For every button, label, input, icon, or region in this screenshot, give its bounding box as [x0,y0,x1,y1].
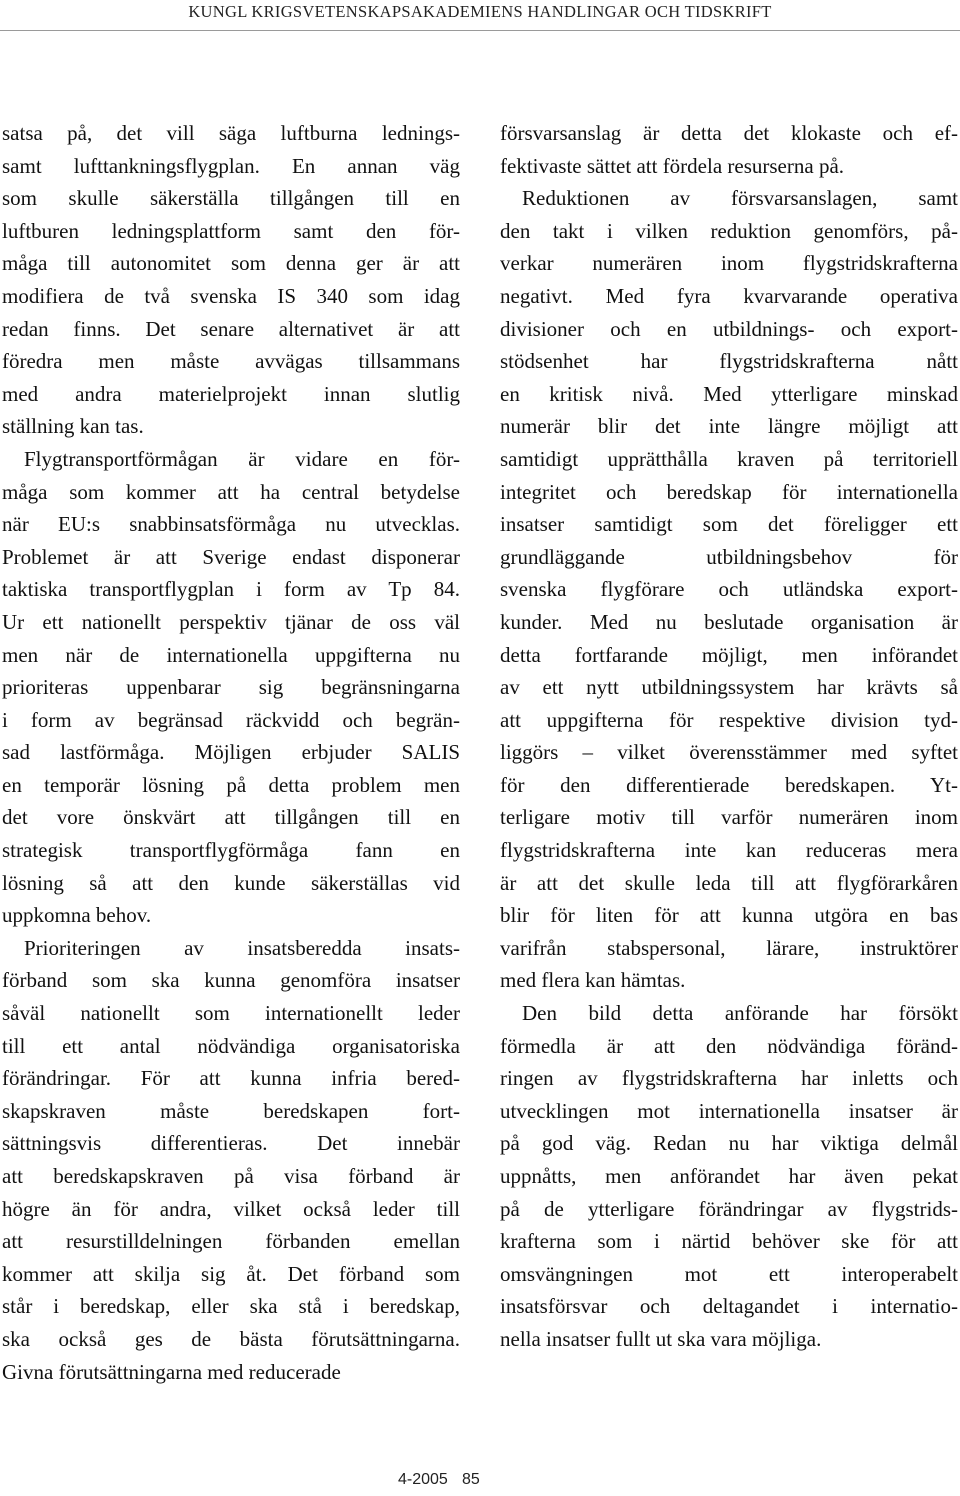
text-line: terligare motiv till varför numerären inom [500,805,958,830]
text-line: förmedla är att den nödvändiga föränd- [500,1033,958,1058]
text-line: måga till autonomitet som denna ger är att [2,251,460,276]
text-line: på de ytterligare förändringar av flygstrids- [500,1196,958,1221]
text-line: prioriteras uppenbarar sig begränsningarna [2,675,460,700]
text-line: integritet och beredskap för internationella [500,479,958,504]
text-line: såväl nationellt som internationellt leder [2,1001,460,1026]
text-line: ringen av flygstridskrafterna har inletts och [500,1066,958,1091]
text-line: Flygtransportförmågan är vidare en för- [24,446,460,471]
text-line: av ett nytt utbildningssystem har krävts så [500,675,958,700]
text-line: satsa på, det vill säga luftburna lednings- [2,121,460,145]
text-line: försvarsanslag är detta det klokaste och ef- [500,121,958,145]
text-line: med andra materielprojekt innan slutlig [2,381,460,406]
text-line: kommer att skilja sig åt. Det förband som [2,1261,460,1286]
page-number: 85 [462,1471,480,1488]
text-line: insatser samtidigt som det föreligger ett [500,512,958,537]
text-line: Reduktionen av försvarsanslagen, samt [522,186,958,211]
text-line: stödsenhet har flygstridskrafterna nått [500,349,958,374]
text-line: samt lufttankningsflygplan. En annan väg [2,153,460,178]
text-line: svenska flygförare och utländska export- [500,577,958,602]
text-line: den takt i vilken reduktion genomförs, på- [500,218,958,243]
text-line: uppnåtts, men anförandet har även pekat [500,1164,958,1188]
text-line: fektivaste sättet att fördela resurserna på. [500,153,845,178]
text-line: står i beredskap, eller ska stå i beredskap, [2,1294,460,1319]
text-line: ställning kan tas. [2,414,144,439]
text-line: på god väg. Redan nu har viktiga delmål [500,1131,958,1156]
text-line: divisioner och en utbildnings- och export- [500,316,958,341]
text-line: taktiska transportflygplan i form av Tp 84. [2,577,460,602]
right-text-column [500,117,958,1356]
text-line: strategisk transportflygförmåga fann en [2,838,460,863]
text-line: Problemet är att Sverige endast disponerar [2,544,460,569]
text-line: utvecklingen mot internationella insatser är [500,1098,958,1123]
text-line: modifiera de två svenska IS 340 som idag [2,283,460,308]
text-line: lösning så att den kunde säkerställas vid [2,870,460,895]
text-line: luftburen ledningsplattform samt den för- [2,218,460,243]
text-line: förband som ska kunna genomföra insatser [2,968,460,993]
text-line: insatsförsvar och deltagandet i internatio- [500,1294,958,1319]
text-line: när EU:s snabbinsatsförmåga nu utvecklas. [2,512,460,537]
text-line: är att det skulle leda till att flygförarkåren [500,870,958,895]
text-line: måga som kommer att ha central betydelse [2,479,460,504]
text-line: men när de internationella uppgifterna nu [2,642,460,667]
text-line: Givna förutsättningarna med reducerade [2,1359,341,1384]
text-line: numerär blir det inte längre möjligt att [500,414,958,439]
text-line: negativt. Med fyra kvarvarande operativa [500,283,958,308]
text-line: att beredskapskraven på visa förband är [2,1164,460,1188]
text-line: flygstridskrafterna inte kan reduceras mera [500,838,958,863]
text-line: att resurstilldelningen förbanden emellan [2,1229,460,1254]
text-line: förändringar. För att kunna infria bered- [2,1066,460,1091]
text-line: för den differentierade beredskapen. Yt- [500,772,958,797]
text-line: krafterna som i närtid behöver ske för att [500,1229,958,1254]
issue-number: 4-2005 [398,1471,448,1488]
text-line: verkar numerären inom flygstridskrafterna [500,251,958,276]
text-line: att uppgifterna för respektive division tyd- [500,707,958,732]
text-line: varifrån stabspersonal, lärare, instruktörer [500,935,958,960]
text-line: omsvängningen mot ett interoperabelt [500,1261,958,1286]
text-line: med flera kan hämtas. [500,968,686,993]
text-line: Prioriteringen av insatsberedda insats- [24,935,460,960]
text-line: samtidigt upprätthålla kraven på territoriell [500,446,958,471]
text-line: i form av begränsad räckvidd och begrän- [2,707,460,732]
text-line: högre än för andra, vilket också leder till [2,1196,460,1221]
text-line: Ur ett nationellt perspektiv tjänar de oss väl [2,609,460,634]
text-line: en kritisk nivå. Med ytterligare minskad [500,381,958,406]
header-divider [0,30,960,31]
text-line: som skulle säkerställa tillgången till en [2,186,460,211]
journal-title: KUNGL KRIGSVETENSKAPSAKADEMIENS HANDLINGAR OCH TIDSKRIFT [188,2,772,21]
left-text-column [2,117,460,1388]
text-line: liggörs – vilket överensstämmer med syftet [500,740,958,765]
text-line: föredra men måste avvägas tillsammans [2,349,460,374]
journal-header [0,0,960,28]
text-line: till ett antal nödvändiga organisatoriska [2,1033,460,1058]
text-line: det vore önskvärt att tillgången till en [2,805,460,830]
text-line: sad lastförmåga. Möjligen erbjuder SALIS [2,740,460,765]
text-line: nella insatser fullt ut ska vara möjliga. [500,1326,822,1351]
text-line: skapskraven måste beredskapen fort- [2,1098,460,1123]
text-line: detta fortfarande möjligt, men införandet [500,642,958,667]
text-line: grundläggande utbildningsbehov för [500,544,958,569]
text-line: Den bild detta anförande har försökt [522,1001,958,1026]
text-line: blir för liten för att kunna utgöra en bas [500,903,958,928]
text-line: sättningsvis differentieras. Det innebär [2,1131,460,1156]
text-line: kunder. Med nu beslutade organisation är [500,609,958,634]
text-line: redan finns. Det senare alternativet är att [2,316,460,341]
text-line: uppkomna behov. [2,903,152,928]
text-line: en temporär lösning på detta problem men [2,772,460,797]
text-line: ska också ges de bästa förutsättningarna. [2,1326,460,1351]
